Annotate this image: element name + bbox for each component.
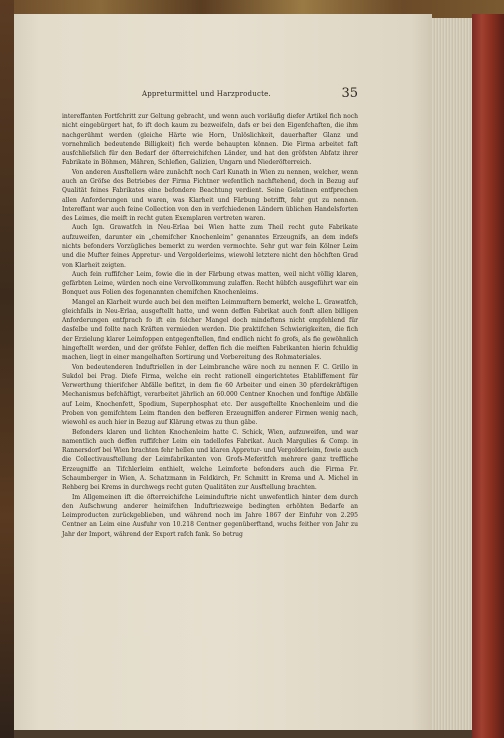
paragraph: Mangel an Klarheit wurde auch bei den meiften Leimmuftern bemerkt, welche L. Grawatfch, gleichfalls in Neu-Erlaa, ausgeftellt hatte, und wenn deffen Fabrikat auch fonft allen billigen Anforderungen entfprach fo ift ein folcher Mangel doch mindeftens nicht empfehlend für dasfelbe und follte nach Kräften vermieden werden. Die praktifchen Schwierigkeiten, die fich der Erzielung klarer Leimfoppen entgegenftellen, find endlich nicht fo grofs, als fie gewöhnlich hingeftellt werden, und der gröfste Fehler, deffen fich die meiften Fabrikanten hierin fchuldig machen, liegt in einer mangelhaften Sortirung und Vorbereitung des Rohmateriales. <box>62 298 358 362</box>
running-title: Appreturmittel und Harzproducte. <box>142 90 271 98</box>
paragraph: Von anderen Ausftellern wäre zunächft noch Carl Kunath in Wien zu nennen, welcher, wenn auch an Gröfse des Betriebes der Firma Fichtner wefentlich nachftehend, doch in Bezug auf Qualität feines Fabrikates eine befondere Beachtung verdient. Seine Gelatinen entfprechen allen Anforderungen und waren, was Klarheit und Färbung betrifft, fehr gut zu nennen. Intereffant war auch feine Collection von den in verfchiedenen Ländern üblichen Handelsforten des Leimes, die meift in recht guten Exemplaren vertreten waren. <box>62 168 358 223</box>
paragraph: intereffanten Fortfchritt zur Geltung gebracht, und wenn auch vorläufig diefer Artikel fich noch nicht eingebürgert hat, fo ift doch kaum zu bezweifeln, dafs er bei den Eigenfchaften, die ihm nachgerühmt werden (gleiche Härte wie Horn, Unlöslichkeit, dauerhafter Glanz und vornehmlich bedeutende Billigkeit) fich werde behaupten können. Die Firma arbeitet faft ausfchliefslich für den Bedarf der öfterreichifchen Länder, und hat den gröfsten Abfatz ihrer Fabrikate in Böhmen, Mähren, Schlefien, Galizien, Ungarn und Niederöfterreich. <box>62 113 358 167</box>
paragraph: Von bedeutenderen Induftriellen in der Leimbranche wäre noch zu nennen F. C. Grillo in Sukdol bei Prag. Diefe Firma, welche ein recht rationell eingerichtetes Etabliffement für Verwerthung thierifcher Abfälle befitzt, in dem fie 60 Arbeiter und einen 30 pferdekräftigen Mechanismus befchäftigt, verarbeitet jährlich an 60.000 Centner Knochen und fonftige Abfälle auf Leim, Knochenfett, Spodium, Superphosphat etc. Der ausgeftellte Knochenleim und die Proben von gemifchtem Leim ftanden den befferen Erzeugniffen anderer Firmen wenig nach, wiewohl es auch hier in Bezug auf Klärung etwas zu thun gäbe. <box>62 363 358 427</box>
book-cover-edge <box>472 14 504 738</box>
body-text <box>62 112 358 539</box>
book-left-edge <box>0 0 14 738</box>
paragraph: Befonders klaren und lichten Knochenleim hatte C. Schick, Wien, aufzuweifen, und war namentlich auch deffen ruffifcher Leim ein tadellofes Fabrikat. Auch Margulies & Comp. in Rannersdorf bei Wien brachten fehr hellen und klaren Appretur- und Vergolderleim, fowie auch die Collectivausftellung der Leimfabrikanten von Grofs-Meferitfch mehrere ganz treffliche Erzeugniffe an Tifchlerleim enthielt, welche Leimforte befonders auch die Firma Fr. Schaumberger in Wien, A. Schatzmann in Feldkirch, Fr. Schmitt in Krema und A. Michel in Rehberg bei Krems in durchwegs recht guten Qualitäten zur Ausftellung brachten. <box>62 428 358 492</box>
page-number: 35 <box>341 86 358 101</box>
paragraph: Im Allgemeinen ift die öfterreichifche Leiminduftrie nicht unwefentlich hinter dem durch den Aufschwung anderer heimifchen Induftriezweige bedingten erhöhten Bedarfe an Leimproducten zurückgeblieben, und während noch im Jahre 1867 der Einfuhr von 2.295 Centner an Leim eine Ausfuhr von 10.218 Centner gegenüberftand, wuchs feither von Jahr zu Jahr der Import, während der Export rafch fank. So betrug <box>62 493 358 538</box>
paragraph: Auch Ign. Grawatfch in Neu-Erlaa bei Wien hatte zum Theil recht gute Fabrikate aufzuweifen, darunter ein „chemifcher Knochenleim“ genanntes Erzeugnifs, an dem indefs nichts befonders Vorzügliches bemerkt zu werden vermochte. Sehr gut war fein Kölner Leim und die Mufter feines Appretur- und Vergolderleims, wiewohl letztere nicht den höchften Grad von Klarheit zeigten. <box>62 224 358 269</box>
page-edges <box>432 18 472 730</box>
page-header <box>62 86 358 104</box>
paragraph: Auch fein ruffifcher Leim, fowie die in der Färbung etwas matten, weil nicht völlig klaren, gefärbten Leime, würden noch eine Vervollkommung zulaffen. Recht hübfch ausgeführt war ein Bonquet aus Folien des fogenannten chemifchen Knochenleims. <box>62 270 358 297</box>
